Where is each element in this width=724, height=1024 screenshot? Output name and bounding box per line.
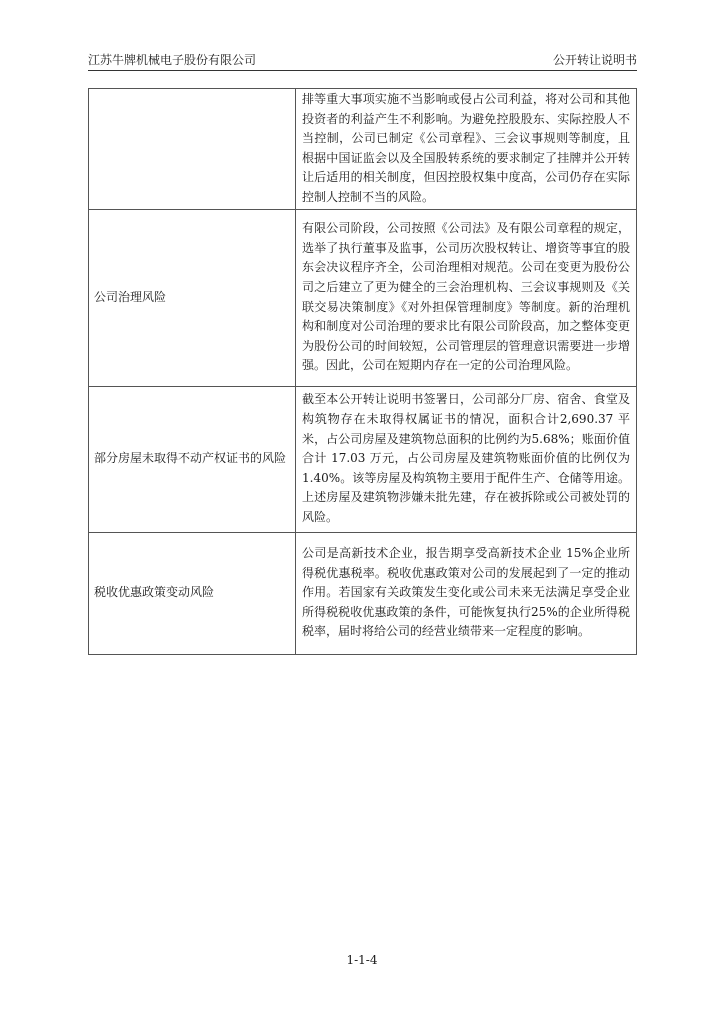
table-row: [89, 532, 637, 654]
page-header: [88, 52, 637, 70]
risk-name-cell: 部分房屋未取得不动产权证书的风险: [89, 386, 296, 532]
company-name: 江苏牛牌机械电子股份有限公司: [88, 53, 257, 67]
risk-description-cell: 有限公司阶段，公司按照《公司法》及有限公司章程的规定，选举了执行董事及监事，公司历次股权转让、增资等事宜的股东会决议程序齐全，公司治理相对规范。公司在变更为股份公司之后建立了更为健全的三会治理机构、三会议事规则及《关联交易决策制度》《对外担保管理制度》等制度。新的治理机构和制度对公司治理的要求比有限公司阶段高，加之整体变更为股份公司的时间较短，公司管理层的管理意识需要进一步增强。因此，公司在短期内存在一定的公司治理风险。: [296, 209, 637, 386]
risk-name-cell: [89, 89, 296, 210]
risk-table: [88, 88, 637, 655]
risk-name-cell: 税收优惠政策变动风险: [89, 532, 296, 654]
risk-description-cell: 排等重大事项实施不当影响或侵占公司利益，将对公司和其他投资者的利益产生不利影响。为避免控股股东、实际控股人不当控制，公司已制定《公司章程》、三会议事规则等制度，且根据中国证监会以及全国股转系统的要求制定了挂牌并公开转让后适用的相关制度，但因控股权集中度高，公司仍存在实际控制人控制不当的风险。: [296, 89, 637, 210]
table-row: [89, 386, 637, 532]
document-type: 公开转让说明书: [552, 53, 637, 67]
header-rule: [88, 70, 637, 71]
risk-description-cell: 公司是高新技术企业，报告期享受高新技术企业 15%企业所得税优惠税率。税收优惠政策对公司的发展起到了一定的推动作用。若国家有关政策发生变化或公司未来无法满足享受企业所得税税收优惠政策的条件，可能恢复执行25%的企业所得税税率，届时将给公司的经营业绩带来一定程度的影响。: [296, 532, 637, 654]
page-number: 1-1-4: [346, 953, 378, 967]
table-row: [89, 209, 637, 386]
table-row: [89, 89, 637, 210]
risk-description-cell: 截至本公开转让说明书签署日，公司部分厂房、宿舍、食堂及构筑物存在未取得权属证书的情况，面积合计2,690.37 平米，占公司房屋及建筑物总面积的比例约为5.68%；账面价值合计 17.03 万元，占公司房屋及建筑物账面价值的比例仅为 1.40%。该等房屋及构筑物主要用于配件生产、仓储等用途。上述房屋及建筑物涉嫌未批先建，存在被拆除或公司被处罚的风险。: [296, 386, 637, 532]
risk-name-cell: 公司治理风险: [89, 209, 296, 386]
